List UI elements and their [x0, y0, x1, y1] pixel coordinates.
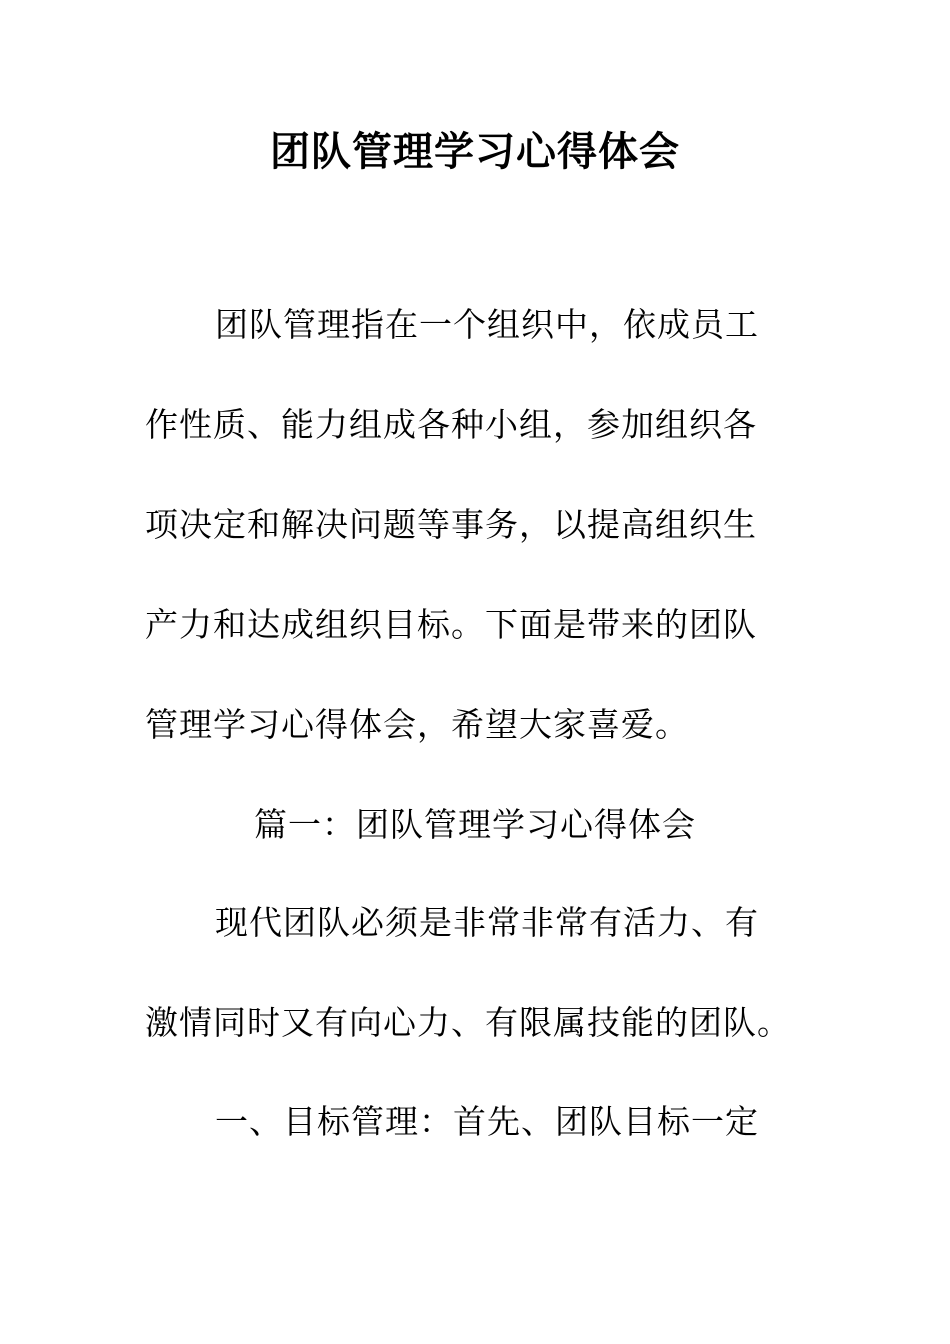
paragraph-line: 激情同时又有向心力、有限属技能的团队。 — [145, 1003, 791, 1042]
section-heading: 篇一：团队管理学习心得体会 — [254, 805, 696, 844]
document-title: 团队管理学习心得体会 — [270, 128, 680, 175]
paragraph-line: 产力和达成组织目标。下面是带来的团队 — [145, 605, 757, 644]
paragraph-line: 管理学习心得体会，希望大家喜爱。 — [145, 705, 689, 744]
paragraph-line: 现代团队必须是非常非常有活力、有 — [215, 903, 759, 942]
paragraph-line: 团队管理指在一个组织中，依成员工 — [215, 305, 759, 344]
paragraph-line: 一、目标管理：首先、团队目标一定 — [215, 1102, 759, 1141]
paragraph-line: 作性质、能力组成各种小组，参加组织各 — [145, 405, 757, 444]
paragraph-line: 项决定和解决问题等事务，以提高组织生 — [145, 505, 757, 544]
